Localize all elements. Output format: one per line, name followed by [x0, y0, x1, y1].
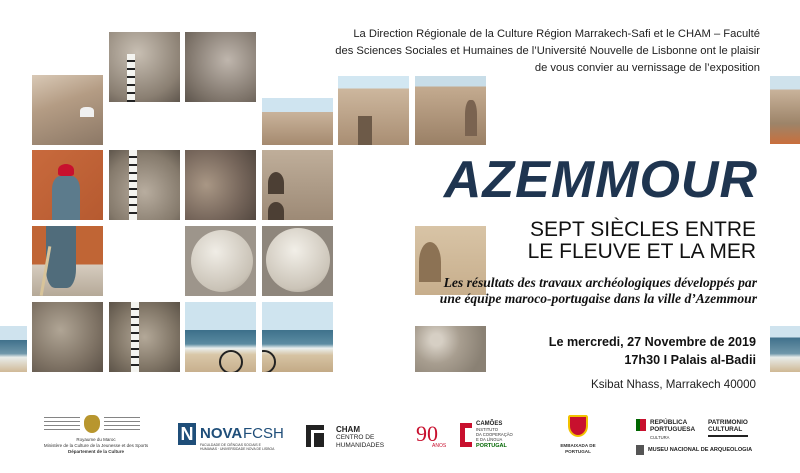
event-date: Le mercredi, 27 Novembre de 2019: [548, 335, 756, 349]
photo-tile-stone-ball-left: [185, 226, 256, 296]
photo-tile-wall-fragment: [32, 75, 103, 145]
exhibition-subtitle: [420, 219, 756, 263]
photo-tile-edge-right: [770, 76, 800, 144]
morocco-line: Royaume du Maroc: [76, 437, 116, 442]
republica-line: REPÚBLICA: [650, 419, 688, 426]
nova-text: NOVA: [200, 425, 243, 442]
republica-portuguesa-logo: [636, 419, 766, 459]
fcsh-text: FCSH: [243, 425, 284, 442]
anos-number: 90: [416, 421, 438, 446]
camoes-line: DA COOPERAÇÃO: [476, 432, 513, 437]
patrimonio-line: PATRIMONIO: [708, 419, 748, 426]
photo-tile-sea-bicycle: [262, 302, 333, 372]
patrimonio-bar-icon: [708, 435, 748, 437]
photo-tile-measuring-rod-bottom: [109, 302, 180, 372]
photo-tile-stone-ball-right: [262, 226, 333, 296]
camoes-name: CAMÕES: [476, 421, 503, 427]
description-line: une équipe maroco-portugaise dans la ville d’Azemmour: [439, 291, 757, 306]
cham-line: HUMANIDADES: [336, 442, 385, 449]
nova-subtitle: FACULDADE DE CIÊNCIAS SOCIAIS E HUMANAS · UNIVERSIDADE NOVA DE LISBOA: [200, 443, 275, 451]
museu-text: MUSEU NACIONAL DE ARQUEOLOGIA: [648, 447, 753, 453]
photo-tile-rampart-mid: [338, 76, 409, 145]
exhibition-title: AZEMMOUR: [443, 151, 758, 209]
photo-tile-rubble: [185, 150, 256, 220]
morocco-emblem-icon: [84, 415, 100, 433]
event-date-time: [470, 334, 756, 369]
arabic-text-block: [104, 417, 140, 433]
camoes-line: INSTITUTO: [476, 427, 499, 432]
morocco-line: Ministère de la Culture de la Jeunesse et des Sports: [43, 443, 149, 448]
photo-tile-sea-edge-left: [0, 326, 27, 372]
photo-tile-measuring-rod-top: [109, 32, 180, 102]
photo-tile-boulders: [32, 302, 103, 372]
camoes-line: E DA LÍNGUA: [476, 437, 503, 442]
cham-logo: [306, 425, 396, 453]
camoes-line: PORTUGAL: [476, 443, 507, 449]
partner-logos: [0, 405, 800, 473]
embaixada-text: EMBAIXADA DE PORTUGAL: [560, 443, 596, 454]
cham-title: CHAM: [336, 425, 360, 434]
photo-tile-arched-building: [262, 150, 333, 220]
republica-line: PORTUGUESA: [650, 426, 696, 433]
photo-tile-woman-lower: [32, 226, 103, 296]
morocco-ministry-logo: [40, 413, 152, 455]
portugal-coat-of-arms-icon: [568, 415, 588, 437]
photo-tile-measuring-rod-mid: [109, 150, 180, 220]
photo-tile-rampart-left: [262, 98, 333, 145]
camoes-logo: [416, 421, 516, 455]
cultura-text: CULTURA: [650, 435, 670, 440]
intro-line: La Direction Régionale de la Culture Région Marrakech-Safi et le CHAM – Faculté: [353, 28, 760, 40]
subtitle-line: SEPT SIÈCLES ENTRE: [529, 218, 756, 241]
photo-tile-sea-edge-right: [770, 326, 800, 372]
arabic-text-block: [44, 417, 80, 433]
description-line: Les résultats des travaux archéologiques développés par: [443, 275, 757, 290]
subtitle-line: LE FLEUVE ET LA MER: [527, 240, 756, 263]
intro-line: de vous convier au vernissage de l’exposition: [534, 62, 760, 75]
event-time-venue: 17h30 I Palais al-Badii: [624, 352, 756, 367]
photo-tile-bicycle-wheel: [217, 346, 245, 372]
portugal-flag-icon: [636, 419, 646, 431]
museu-icon: [636, 445, 644, 455]
embaixada-logo: [548, 415, 608, 457]
morocco-line: Département de la Culture: [67, 449, 124, 454]
intro-line: des Sciences Sociales et Humaines de l’Université Nouvelle de Lisbonne ont le plaisir: [335, 45, 760, 58]
event-address: Ksibat Nhass, Marrakech 40000: [591, 378, 756, 391]
nova-fcsh-logo: [178, 423, 284, 453]
cham-bracket-icon: [314, 433, 324, 447]
photo-tile-woman: [32, 150, 103, 220]
cham-line: CENTRO DE: [336, 434, 375, 441]
patrimonio-line: CULTURAL: [708, 426, 743, 433]
photo-tile-rock: [185, 32, 256, 102]
anos-label: ANOS: [432, 443, 447, 449]
exhibition-description: [330, 275, 757, 307]
intro-text: [312, 26, 760, 78]
photo-tile-rampart-right: [415, 76, 486, 145]
camoes-c-icon: [460, 423, 472, 447]
nova-n-icon: N: [178, 423, 196, 445]
